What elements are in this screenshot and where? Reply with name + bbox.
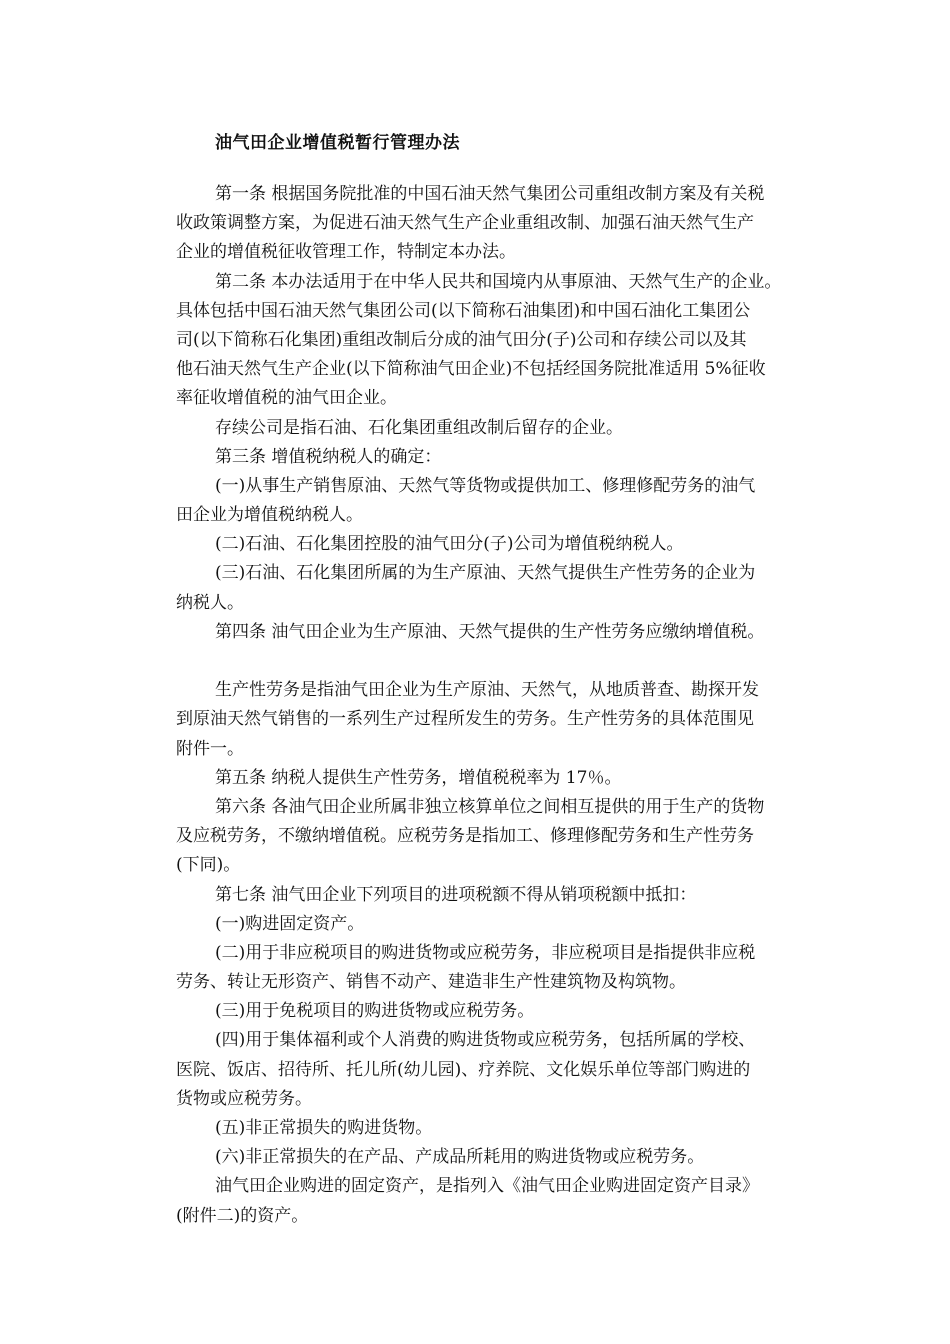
text-line: 存续公司是指石油、石化集团重组改制后留存的企业。 (215, 417, 623, 438)
text-line: (二)石油、石化集团控股的油气田分(子)公司为增值税纳税人。 (215, 534, 684, 555)
text-line: 纳税人。 (176, 592, 244, 613)
text-line: 第五条 纳税人提供生产性劳务，增值税税率为 17％。 (215, 767, 622, 788)
text-line: 医院、饭店、招待所、托儿所(幼儿园)、疗养院、文化娱乐单位等部门购进的 (176, 1059, 751, 1080)
text-line: (一)从事生产销售原油、天然气等货物或提供加工、修理修配劳务的油气 (215, 475, 756, 496)
text-line: (三)用于免税项目的购进货物或应税劳务。 (215, 1001, 535, 1022)
text-line: (附件二)的资产。 (176, 1205, 309, 1226)
text-line: 具体包括中国石油天然气集团公司(以下简称石油集团)和中国石油化工集团公 (176, 300, 751, 321)
text-line: 货物或应税劳务。 (176, 1088, 312, 1109)
text-line: (六)非正常损失的在产品、产成品所耗用的购进货物或应税劳务。 (215, 1147, 705, 1168)
text-line: 第一条 根据国务院批准的中国石油天然气集团公司重组改制方案及有关税 (215, 184, 765, 204)
text-line: (四)用于集体福利或个人消费的购进货物或应税劳务，包括所属的学校、 (215, 1030, 756, 1051)
text-line: 第六条 各油气田企业所属非独立核算单位之间相互提供的用于生产的货物 (215, 796, 765, 817)
text-line: 第四条 油气田企业为生产原油、天然气提供的生产性劳务应缴纳增值税。 (215, 621, 765, 642)
document-title: 油气田企业增值税暂行管理办法 (215, 133, 460, 153)
text-line: 收政策调整方案，为促进石油天然气生产企业重组改制、加强石油天然气生产 (176, 213, 754, 234)
text-line: 附件一。 (176, 738, 244, 759)
text-line: 率征收增值税的油气田企业。 (176, 388, 397, 409)
text-line: 他石油天然气生产企业(以下简称油气田企业)不包括经国务院批准适用 5%征收 (176, 359, 766, 380)
text-line: (一)购进固定资产。 (215, 913, 365, 934)
text-line: (三)石油、石化集团所属的为生产原油、天然气提供生产性劳务的企业为 (215, 563, 756, 584)
text-line: (五)非正常损失的购进货物。 (215, 1118, 433, 1138)
text-line: 劳务、转让无形资产、销售不动产、建造非生产性建筑物及构筑物。 (176, 972, 686, 993)
text-line: 田企业为增值税纳税人。 (176, 505, 363, 526)
text-line: 第七条 油气田企业下列项目的进项税额不得从销项税额中抵扣： (215, 884, 697, 905)
text-line: 企业的增值税征收管理工作，特制定本办法。 (176, 242, 516, 263)
text-line: 第三条 增值税纳税人的确定： (215, 446, 442, 467)
text-line (176, 647, 866, 676)
text-line: (二)用于非应税项目的购进货物或应税劳务，非应税项目是指提供非应税 (215, 942, 756, 963)
text-line: 第二条 本办法适用于在中华人民共和国境内从事原油、天然气生产的企业。 (215, 271, 782, 292)
document-body (176, 180, 866, 1231)
text-line: 司(以下简称石化集团)重组改制后分成的油气田分(子)公司和存续公司以及其 (176, 329, 747, 350)
text-line: (下同)。 (176, 855, 241, 876)
text-line: 到原油天然气销售的一系列生产过程所发生的劳务。生产性劳务的具体范围见 (176, 709, 754, 730)
text-line: 及应税劳务，不缴纳增值税。应税劳务是指加工、修理修配劳务和生产性劳务 (176, 826, 754, 847)
text-line: 油气田企业购进的固定资产，是指列入《油气田企业购进固定资产目录》 (215, 1176, 759, 1197)
text-line: 生产性劳务是指油气田企业为生产原油、天然气，从地质普查、勘探开发 (215, 680, 759, 701)
